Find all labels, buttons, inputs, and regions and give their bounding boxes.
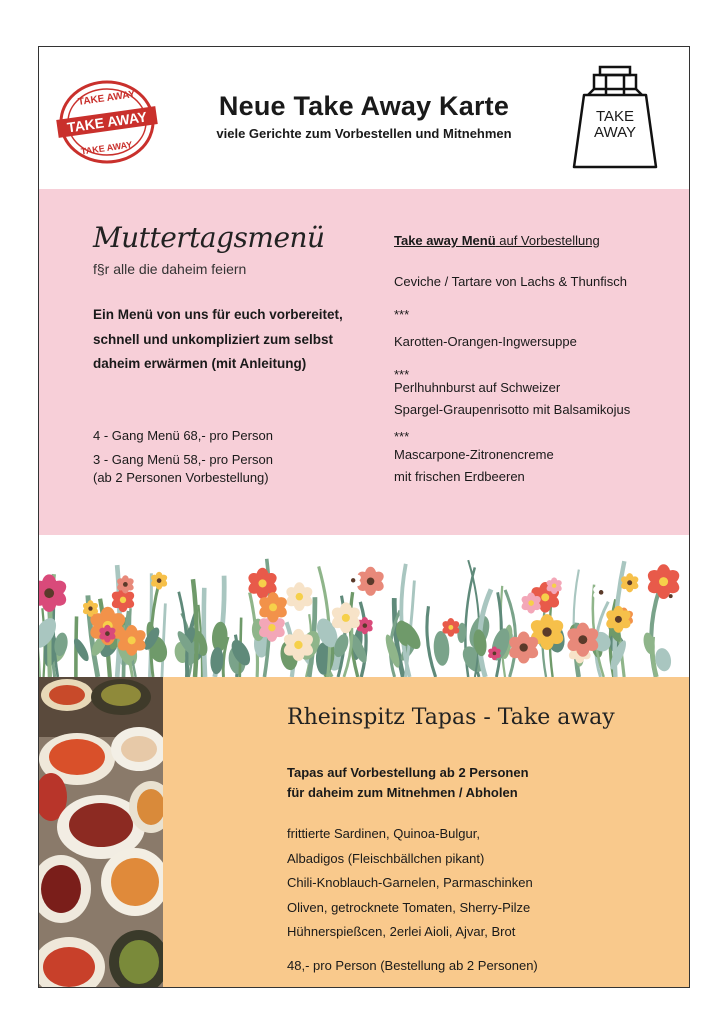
list-item: Hühnerspießcen, 2erlei Aioli, Ajvar, Brot xyxy=(287,924,516,939)
course-2: Karotten-Orangen-Ingwersuppe xyxy=(394,334,577,349)
tapas-photo xyxy=(39,677,163,988)
list-item: frittierte Sardinen, Quinoa-Bulgur, xyxy=(287,826,480,841)
price-four-course: 4 - Gang Menü 68,- pro Person xyxy=(93,428,273,443)
stamp-mid-text: TAKE AWAY xyxy=(66,108,148,136)
list-item: Chili-Knoblauch-Garnelen, Parmaschinken xyxy=(287,875,533,890)
muttertag-description: Ein Menü von uns für euch vorbereitet, schnell und unkompliziert zum selbst daheim erwärmen (mit Anleitung) xyxy=(93,307,343,371)
header xyxy=(39,47,689,189)
stamp-bottom-text: TAKE AWAY xyxy=(80,139,133,157)
separator-1: *** xyxy=(394,307,410,322)
course-4-line-2: mit frischen Erdbeeren xyxy=(394,469,525,484)
price-three-course: 3 - Gang Menü 58,- pro Person xyxy=(93,452,273,467)
menu-heading xyxy=(394,233,600,248)
stamp-top-text: TAKE AWAY xyxy=(77,89,136,108)
flower-border-illustration xyxy=(39,535,689,677)
tapas-subtitle-line-1: Tapas auf Vorbestellung ab 2 Personen xyxy=(287,765,529,780)
page-title: Neue Take Away Karte xyxy=(218,91,510,121)
take-away-stamp-icon xyxy=(55,79,159,165)
course-3-line-2: Spargel-Graupenrisotto mit Balsamikojus xyxy=(394,402,631,417)
muttertag-prices xyxy=(93,427,363,487)
menu-heading-rest: auf Vorbestellung xyxy=(495,233,600,248)
tapas-price: 48,- pro Person (Bestellung ab 2 Personen) xyxy=(287,958,538,973)
separator-3: *** xyxy=(394,429,410,444)
separator-2: *** xyxy=(394,367,410,382)
muttertag-title: Muttertagsmenü xyxy=(93,221,325,254)
list-item: Oliven, getrocknete Tomaten, Sherry-Pilze xyxy=(287,899,531,915)
course-3-line-1: Perlhuhnburst auf Schweizer xyxy=(394,380,561,395)
menu-flyer xyxy=(38,46,690,988)
menu-heading-bold: Take away Menü xyxy=(394,233,496,248)
muttertag-subtitle: f§r alle die daheim feiern xyxy=(93,261,247,277)
tapas-subtitle-line-2: für daheim zum Mitnehmen / Abholen xyxy=(287,785,518,800)
list-item: Albadigos (Fleischbällchen pikant) xyxy=(287,850,485,866)
tapas-subtitle xyxy=(287,763,647,803)
price-note: (ab 2 Personen Vorbestellung) xyxy=(93,470,269,485)
bag-label xyxy=(579,109,651,141)
bag-label-line-2: AWAY xyxy=(594,124,636,141)
muttertag-section xyxy=(39,189,689,535)
tapas-section xyxy=(163,677,690,988)
course-1: Ceviche / Tartare von Lachs & Thunfisch xyxy=(394,274,627,289)
bag-label-line-1: TAKE xyxy=(595,108,635,125)
tapas-title: Rheinspitz Tapas - Take away xyxy=(287,705,615,730)
course-4-line-1: Mascarpone-Zitronencreme xyxy=(394,447,554,462)
tapas-items xyxy=(287,822,667,945)
page-subtitle: viele Gerichte zum Vorbestellen und Mitnehmen xyxy=(216,126,512,141)
